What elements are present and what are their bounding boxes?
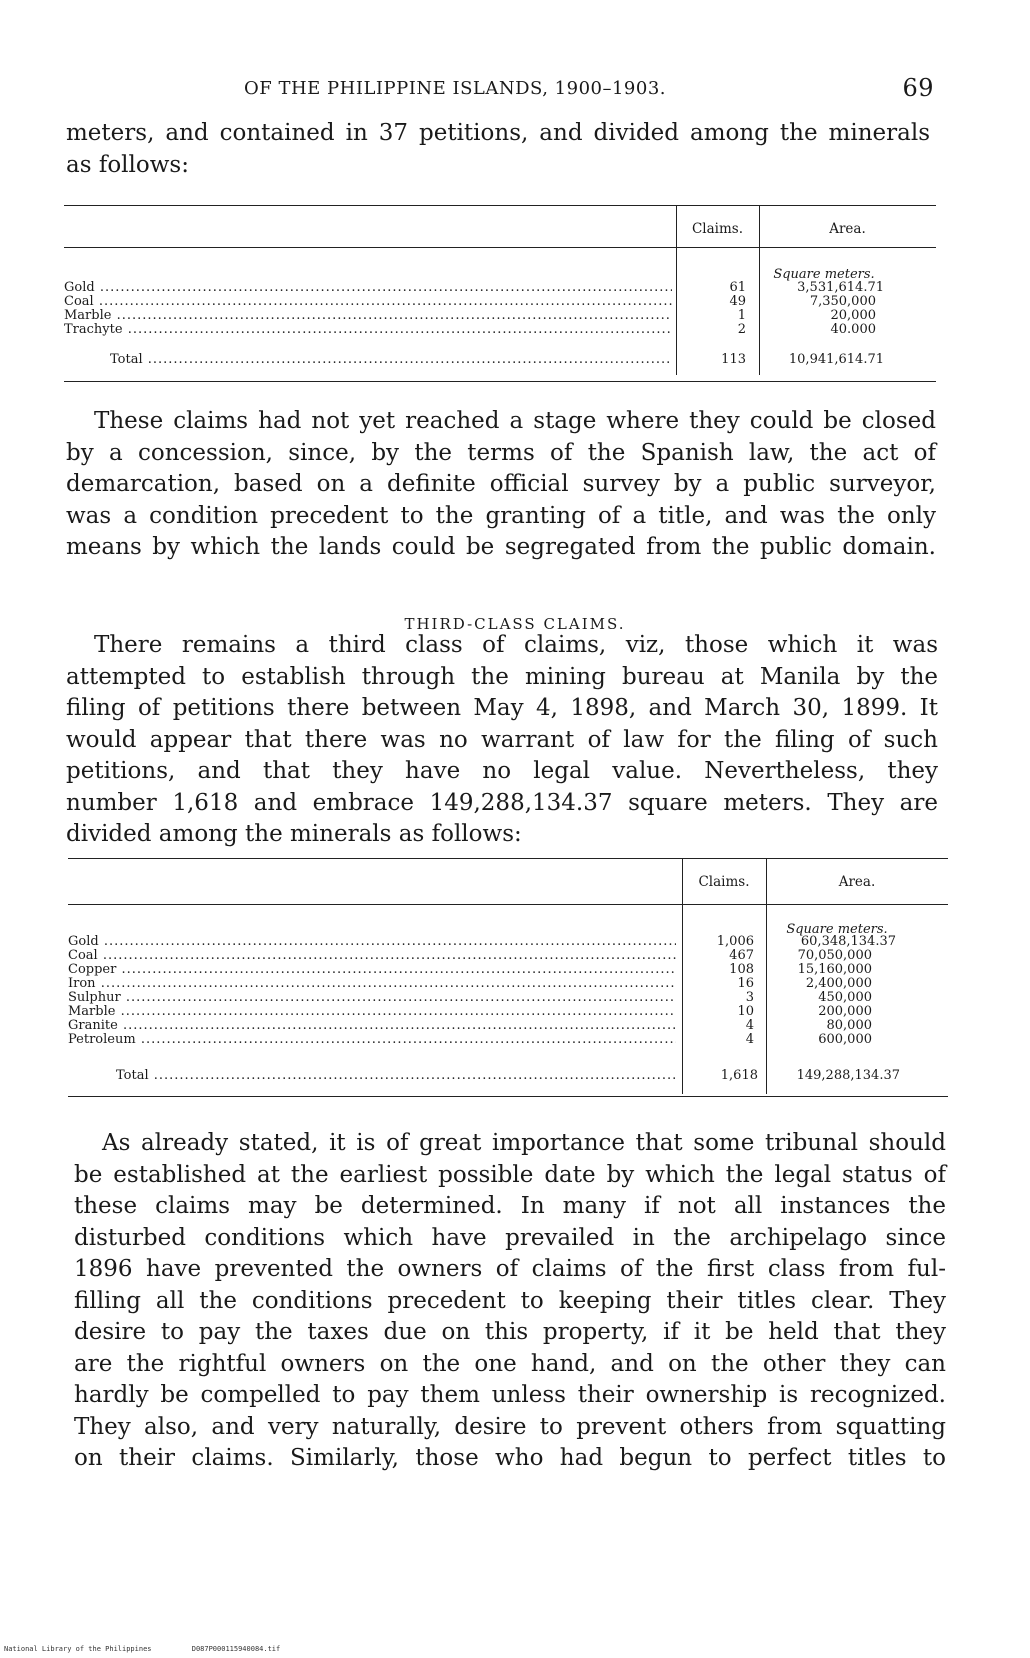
total-row — [68, 1069, 948, 1083]
mineral-name: Coal ..... — [68, 949, 676, 963]
text-line: divided among the minerals as follows: — [66, 821, 522, 847]
header-claims: Claims. — [691, 221, 744, 237]
text-line: filing of petitions there between May 4, 1898, and March 30, 1899. It — [66, 695, 938, 721]
claims-value: 61 — [729, 280, 746, 295]
header-area: Area. — [838, 874, 876, 890]
text-line: on their claims. Similarly, those who had begun to perfect titles to — [74, 1445, 946, 1471]
total-label: Total ..... — [116, 1069, 676, 1083]
table-1 — [64, 205, 936, 390]
text-line: be established at the earliest possible date by which the legal status of — [74, 1161, 946, 1188]
running-head — [64, 74, 934, 104]
table-2 — [68, 858, 948, 1108]
file-id: D087P000115940084.tif — [191, 1645, 281, 1653]
text-line: meters, and contained in 37 petitions, and divided among the minerals — [66, 120, 930, 146]
area-value: 2,400,000 — [805, 976, 872, 991]
area-unit: Square meters. — [786, 922, 888, 937]
text-line: was a condition precedent to the granting of a title, and was the only — [66, 502, 936, 529]
area-value: 200,000 — [818, 1004, 872, 1019]
text-line: These claims had not yet reached a stage where they could be closed — [94, 408, 936, 434]
area-value: 60,348,134.37 — [800, 934, 896, 949]
table-row — [68, 963, 948, 977]
mineral-name: Gold ..... — [68, 935, 676, 949]
text-line: by a concession, since, by the terms of the Spanish law, the act of — [66, 439, 936, 466]
mineral-name: Iron ..... — [68, 977, 676, 991]
area-value: 7,350,000 — [809, 294, 876, 309]
area-value: 80,000 — [826, 1018, 872, 1033]
table-top-rule — [68, 858, 948, 859]
table-row — [68, 1033, 948, 1047]
total-area: 149,288,134.37 — [796, 1068, 900, 1083]
header-claims: Claims. — [698, 874, 750, 890]
mineral-name: Copper ..... — [68, 963, 676, 977]
claims-value: 4 — [745, 1018, 754, 1033]
claims-value: 10 — [737, 1004, 754, 1019]
mineral-name: Marble ..... — [68, 1005, 676, 1019]
text-line: 1896 have prevented the owners of claims of the first class from ful- — [74, 1256, 946, 1282]
claims-value: 1,006 — [716, 934, 754, 949]
table-row — [68, 1019, 948, 1033]
table-row — [64, 323, 936, 337]
claims-value: 2 — [737, 322, 746, 337]
paragraph-1 — [66, 118, 930, 181]
table-bottom-rule — [64, 381, 936, 382]
area-unit: Square meters. — [773, 267, 875, 282]
mineral-name: Petroleum ..... — [68, 1033, 676, 1047]
mineral-name: Marble ..... — [64, 309, 672, 323]
total-row — [64, 353, 936, 367]
text-line: They also, and very naturally, desire to prevent others from squatting — [74, 1413, 946, 1440]
mineral-name: Granite ..... — [68, 1019, 676, 1033]
header-rule — [68, 904, 948, 905]
text-line: are the rightful owners on the one hand, and on the other they can — [74, 1350, 946, 1377]
area-value: 3,531,614.71 — [797, 280, 884, 295]
paragraph-3 — [66, 630, 938, 851]
mineral-name: Gold ..... — [64, 281, 672, 295]
total-claims: 113 — [721, 352, 746, 367]
table-row — [64, 309, 936, 323]
area-value: 70,050,000 — [797, 948, 872, 963]
claims-value: 108 — [729, 962, 754, 977]
paragraph-2 — [66, 406, 936, 564]
text-line: desire to pay the taxes due on this property, if it be held that they — [74, 1319, 946, 1345]
scan-footer — [4, 1645, 280, 1653]
table-top-rule — [64, 205, 936, 206]
claims-value: 1 — [737, 308, 746, 323]
table-row — [68, 949, 948, 963]
mineral-name: Sulphur ..... — [68, 991, 676, 1005]
claims-value: 4 — [745, 1032, 754, 1047]
text-line: these claims may be determined. In many if not all instances the — [74, 1193, 946, 1219]
text-line: means by which the lands could be segregated from the public domain. — [66, 534, 936, 560]
running-title: OF THE PHILIPPINE ISLANDS, 1900–1903. — [244, 78, 667, 99]
table-row — [64, 295, 936, 309]
claims-value: 49 — [729, 294, 746, 309]
area-value: 40.000 — [830, 322, 876, 337]
claims-value: 16 — [737, 976, 754, 991]
text-line: filling all the conditions precedent to keeping their titles clear. They — [74, 1287, 946, 1314]
text-line: There remains a third class of claims, viz, those which it was — [94, 632, 938, 658]
area-value: 450,000 — [818, 990, 872, 1005]
table-bottom-rule — [68, 1096, 948, 1097]
text-line: attempted to establish through the mining bureau at Manila by the — [66, 663, 938, 690]
claims-value: 3 — [745, 990, 754, 1005]
table-row — [68, 991, 948, 1005]
text-line: disturbed conditions which have prevailed in the archipelago since — [74, 1224, 946, 1251]
claims-value: 467 — [729, 948, 754, 963]
text-line: demarcation, based on a definite official survey by a public surveyor, — [66, 471, 936, 497]
header-rule — [64, 247, 936, 248]
area-value: 20,000 — [830, 308, 876, 323]
text-line: hardly be compelled to pay them unless their ownership is recognized. — [74, 1382, 946, 1408]
total-claims: 1,618 — [720, 1068, 758, 1083]
mineral-name: Trachyte ..... — [64, 323, 672, 337]
page-number: 69 — [902, 74, 934, 102]
text-line: number 1,618 and embrace 149,288,134.37 square meters. They are — [66, 789, 938, 816]
text-line: petitions, and that they have no legal value. Nevertheless, they — [66, 758, 938, 784]
paragraph-4 — [74, 1128, 946, 1475]
text-line: as follows: — [66, 151, 189, 178]
header-area: Area. — [829, 221, 866, 237]
table-row — [68, 935, 948, 949]
text-line: would appear that there was no warrant of law for the filing of such — [66, 726, 938, 753]
total-area: 10,941,614.71 — [788, 352, 884, 367]
mineral-name: Coal ..... — [64, 295, 672, 309]
text-line: As already stated, it is of great importance that some tribunal should — [102, 1130, 946, 1156]
table-row — [68, 977, 948, 991]
section-heading: THIRD-CLASS CLAIMS. — [404, 615, 626, 633]
total-label: Total ..... — [110, 353, 672, 367]
table-row — [68, 1005, 948, 1019]
area-value: 600,000 — [818, 1032, 872, 1047]
table-row — [64, 281, 936, 295]
area-value: 15,160,000 — [797, 962, 872, 977]
library-credit: National Library of the Philippines — [4, 1645, 152, 1653]
